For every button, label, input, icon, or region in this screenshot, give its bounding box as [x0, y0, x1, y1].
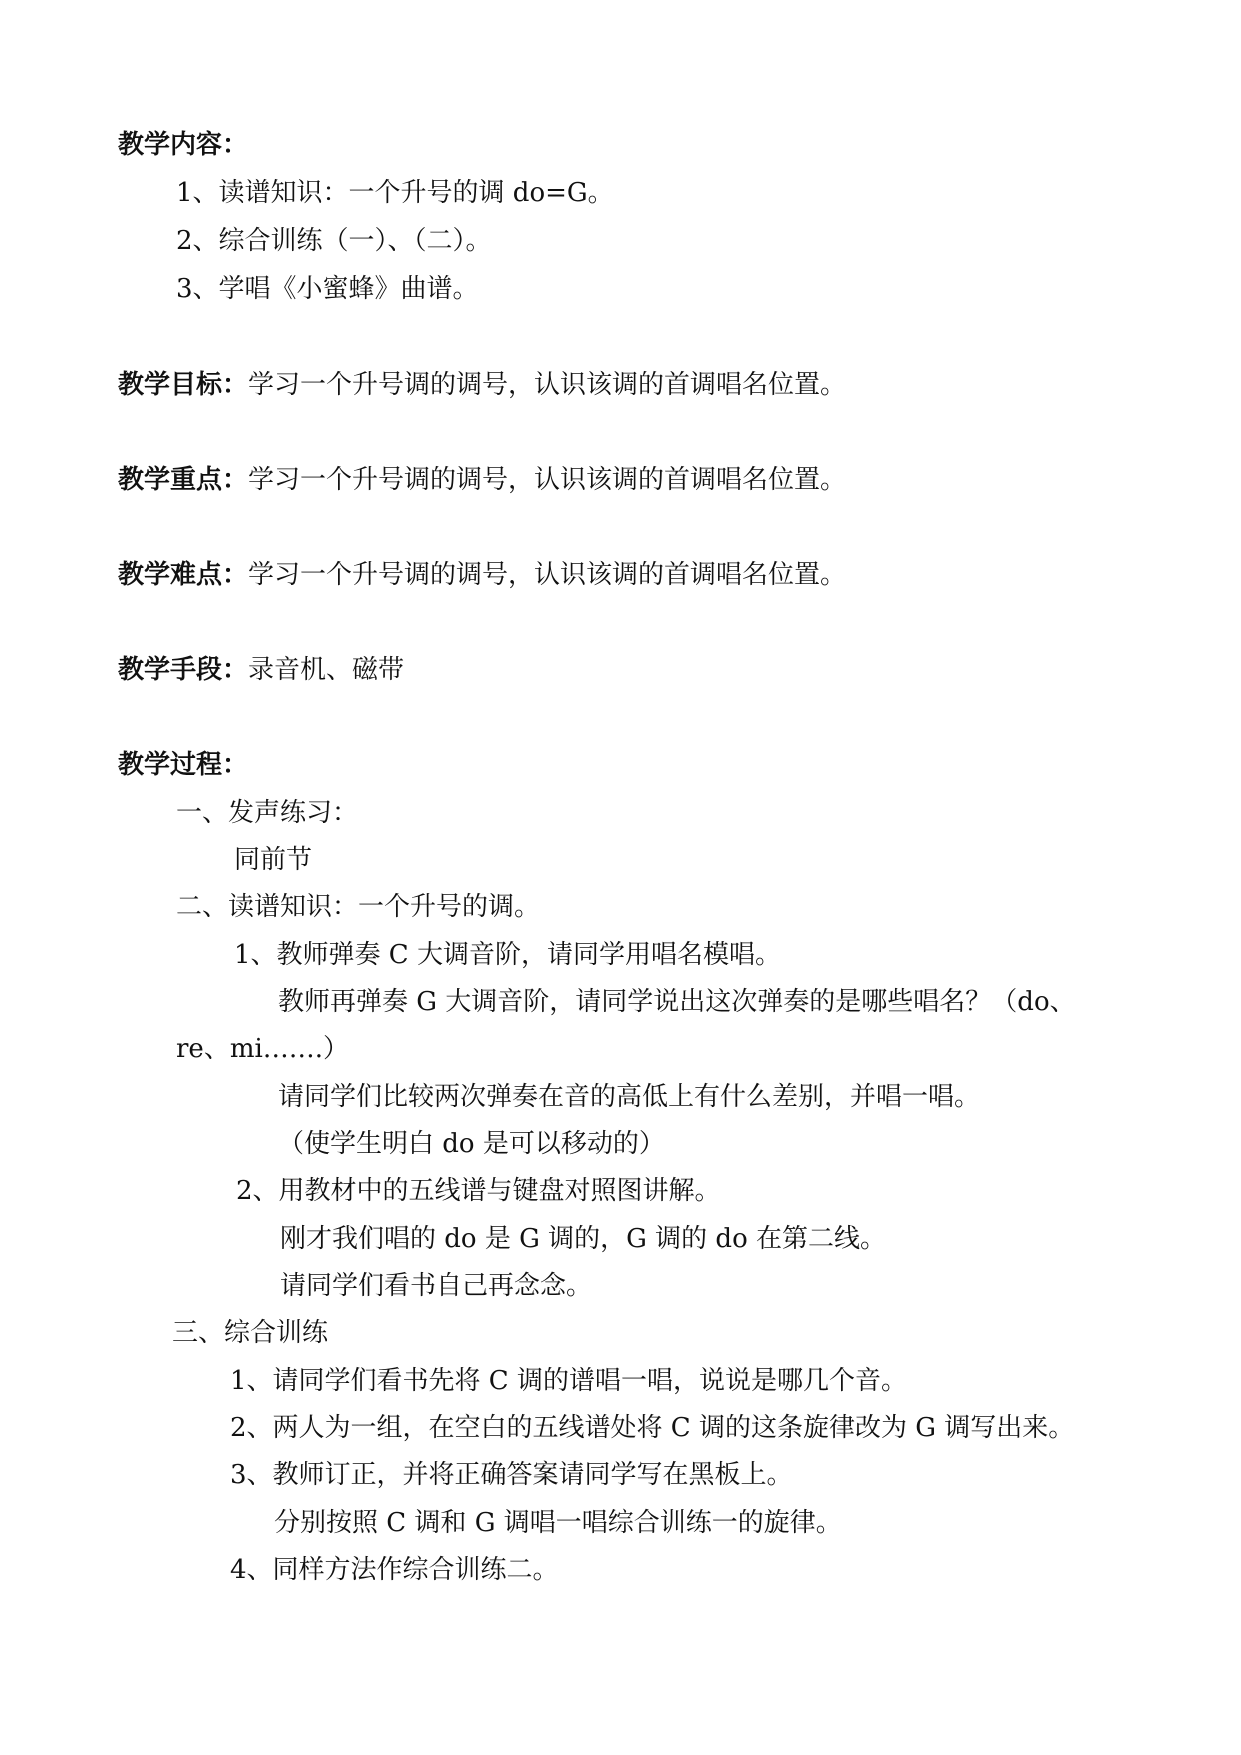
process-section-3-title: 三、综合训练: [172, 1318, 329, 1348]
process-section-3-para-1: 1、请同学们看书先将 C 调的谱唱一唱，说说是哪几个音。: [230, 1366, 907, 1396]
objective-label: 教学目标：: [118, 370, 249, 400]
process-section-2-para-2a: 教师再弹奏 G 大调音阶，请同学说出这次弹奏的是哪些唱名？（do、: [278, 987, 1076, 1017]
means-row: [118, 653, 404, 687]
content-item-2: 2、综合训练（一）、（二）。: [176, 226, 492, 256]
process-section-2-title: 二、读谱知识：一个升号的调。: [176, 892, 541, 922]
process-section-3-para-4: 分别按照 C 调和 G 调唱一唱综合训练一的旋律。: [274, 1508, 842, 1538]
process-section-2-para-7: 请同学们看书自己再念念。: [280, 1271, 593, 1301]
keypoint-row: [118, 463, 846, 497]
process-section-3-para-3: 3、教师订正，并将正确答案请同学写在黑板上。: [230, 1460, 793, 1490]
difficulty-label: 教学难点：: [118, 560, 249, 590]
process-section-1-title: 一、发声练习：: [176, 798, 359, 828]
keypoint-text: 学习一个升号调的调号，认识该调的首调唱名位置。: [248, 465, 847, 495]
difficulty-row: [118, 558, 846, 592]
process-section-2-para-4: （使学生明白 do 是可以移动的）: [278, 1129, 665, 1159]
process-section-2-para-2b: re、mi…….）: [176, 1034, 350, 1064]
process-section-3-para-5: 4、同样方法作综合训练二。: [230, 1555, 559, 1585]
objective-row: [118, 368, 846, 402]
keypoint-label: 教学重点：: [118, 465, 249, 495]
means-label: 教学手段：: [118, 655, 249, 685]
means-text: 录音机、磁带: [248, 655, 405, 685]
process-section-2-para-6: 刚才我们唱的 do 是 G 调的，G 调的 do 在第二线。: [280, 1224, 886, 1254]
difficulty-text: 学习一个升号调的调号，认识该调的首调唱名位置。: [248, 560, 847, 590]
process-heading: 教学过程：: [118, 750, 249, 780]
content-item-3: 3、学唱《小蜜蜂》曲谱。: [176, 274, 479, 304]
process-section-1-body: 同前节: [234, 845, 313, 875]
process-section-2-para-1: 1、教师弹奏 C 大调音阶，请同学用唱名模唱。: [234, 940, 781, 970]
process-section-3-para-2: 2、两人为一组，在空白的五线谱处将 C 调的这条旋律改为 G 调写出来。: [230, 1413, 1075, 1443]
objective-text: 学习一个升号调的调号，认识该调的首调唱名位置。: [248, 370, 847, 400]
content-item-1: 1、读谱知识：一个升号的调 do=G。: [176, 178, 614, 208]
process-section-2-para-3: 请同学们比较两次弹奏在音的高低上有什么差别，并唱一唱。: [278, 1082, 981, 1112]
process-section-2-para-5: 2、用教材中的五线谱与键盘对照图讲解。: [236, 1176, 721, 1206]
content-heading: 教学内容：: [118, 130, 249, 160]
